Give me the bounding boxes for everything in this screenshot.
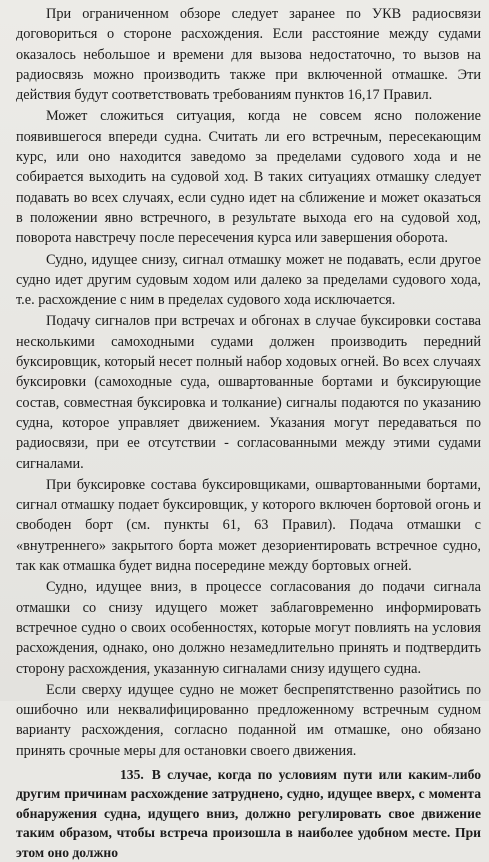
rule-135-paragraph xyxy=(16,765,481,862)
paragraph-2: Может сложиться ситуация, когда не совсем ясно положение появившегося впереди судна. Считать ли его встречным, пересекающим курс, или оно находится заведомо за пределами судового хода и не собирается выходить на судовой ход. В таких ситуациях отмашку следует подавать во всех случаях, если судно идет на сближение и может оказаться в положении явно встречного, в результате выхода его на судовой ход, поворота навстречу после пересечения курса или завершения оборота. xyxy=(16,108,481,247)
paragraph-4: Подачу сигналов при встречах и обгонах в случае буксировки состава несколькими самоходными судами должен производить передний буксировщик, который несет полный набор ходовых огней. Во всех случаях буксировки (самоходные суда, ошвартованные бортами и буксирующие состав, совместная буксировка и толкание) сигналы подаются по указанию судна, которое управляет движением. Указания могут передаваться по радиосвязи, при ее отсутствии - согласованными между этими судами сигналами. xyxy=(16,313,481,472)
paragraph-5: При буксировке состава буксировщиками, ошвартованными бортами, сигнал отмашку подает буксировщик, у которого включен бортовой огонь и свободен борт (см. пункты 61, 63 Правил). Подача отмашки с «внутреннего» закрытого борта может дезориентировать встречное судно, так как отмашка будет видна посередине между бортовых огней. xyxy=(16,476,481,575)
rule-text: В случае, когда по условиям пути или каким-либо другим причинам расхождение затруднено, судно, идущее вверх, с момента обнаружения судна, идущего вниз, должно регулировать свое движение таким образом, чтобы встреча произошла в наиболее удобном месте. При этом оно должно xyxy=(16,766,481,860)
paragraph-1: При ограниченном обзоре следует заранее по УКВ радиосвязи договориться о стороне расхождения. Если расстояние между судами оказалось небольшое и времени для вызова недостаточно, то вызов на радиосвязь можно производить также при включенной отмашке. Эти действия будут соответствовать требованиям пунктов 16,17 Правил. xyxy=(16,6,481,104)
paragraph-7: Если сверху идущее судно не может беспрепятственно разойтись по ошибочно или неквалифицированно предложенному встречным судном варианту расхождения, согласно поданной им отмашке, оно обязано принять срочные меры для остановки своего движения. xyxy=(16,681,481,759)
rule-number: 135. xyxy=(120,766,144,782)
paragraph-6: Судно, идущее вниз, в процессе согласования до подачи сигнала отмашки со снизу идущего может заблаговременно информировать встречное судно о своих особенностях, которые могут повлиять на условия расхождения, однако, оно должно незамедлительно принять и подтвердить сторону расхождения, указанную сигналами снизу идущего судна. xyxy=(16,579,481,677)
paragraph-3: Судно, идущее снизу, сигнал отмашку может не подавать, если другое судно идет другим судовым ходом или далеко за пределами судового хода, т.е. расхождение с ним в пределах судового хода исключается. xyxy=(16,251,481,309)
